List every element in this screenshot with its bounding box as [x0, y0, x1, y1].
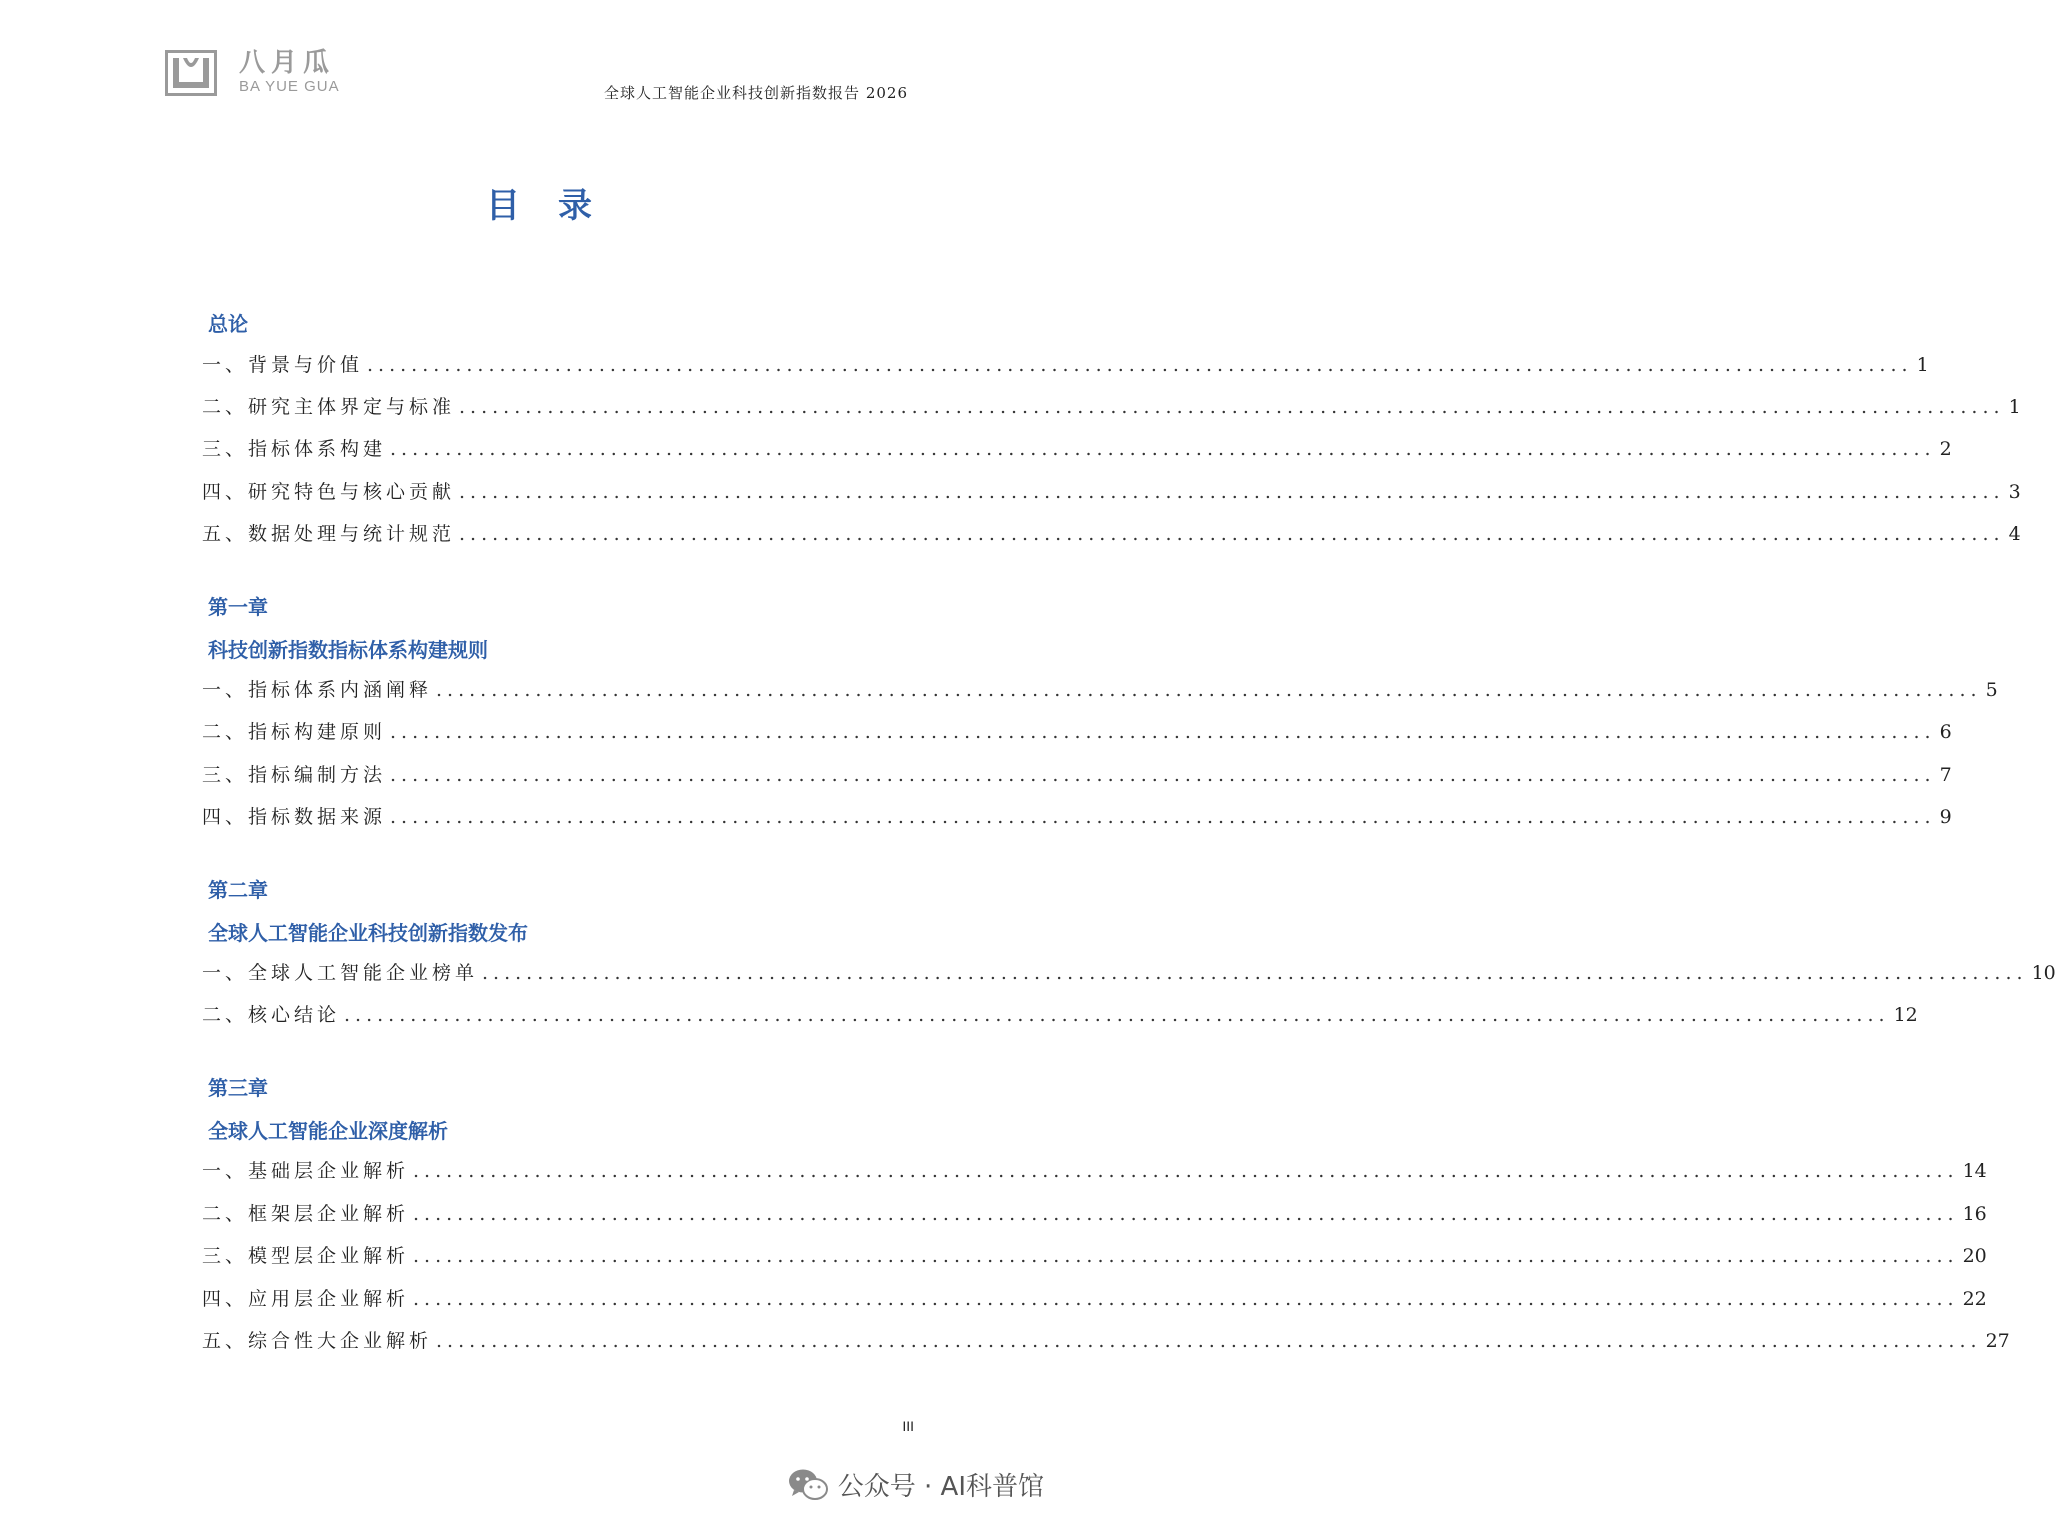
toc-entry[interactable]: [202, 1241, 1987, 1271]
chapter-heading[interactable]: 第三章: [208, 1076, 268, 1100]
toc-entry-label: 一、指标体系内涵阐释: [202, 679, 433, 701]
dot-leader: ............................................................................................................................................: [459, 523, 2005, 545]
page-number: III: [902, 1418, 914, 1434]
toc-entry-label: 二、研究主体界定与标准: [202, 396, 456, 418]
toc-entry[interactable]: [202, 717, 1952, 747]
wechat-icon: [788, 1468, 828, 1502]
toc-entry[interactable]: [202, 1199, 1987, 1229]
toc-entry[interactable]: [202, 434, 1952, 464]
toc-entry[interactable]: [202, 392, 2021, 422]
toc-entry[interactable]: [202, 802, 1952, 832]
section-heading[interactable]: 总论: [208, 312, 248, 336]
dot-leader: ............................................................................................................................................: [459, 481, 2005, 503]
toc-entry-page: 4: [2008, 523, 2021, 545]
chapter-title[interactable]: 全球人工智能企业深度解析: [208, 1119, 448, 1143]
toc-entry-page: 14: [1962, 1160, 1987, 1182]
dot-leader: ............................................................................................................................................: [390, 721, 1936, 743]
toc-entry-label: 四、指标数据来源: [202, 806, 387, 828]
running-header-title: 全球人工智能企业科技创新指数报告 2026: [604, 84, 908, 102]
toc-entry[interactable]: [202, 519, 2021, 549]
toc-entry-page: 1: [2008, 396, 2021, 418]
toc-entry[interactable]: [202, 760, 1952, 790]
toc-entry-label: 二、框架层企业解析: [202, 1203, 410, 1225]
chapter-title[interactable]: 科技创新指数指标体系构建规则: [208, 638, 488, 662]
toc-entry-page: 1: [1916, 354, 1929, 376]
toc-entry[interactable]: [202, 958, 2056, 988]
toc-entry[interactable]: [202, 1326, 2010, 1356]
toc-entry-page: 22: [1962, 1288, 1987, 1310]
toc-entry-label: 五、数据处理与统计规范: [202, 523, 456, 545]
dot-leader: ............................................................................................................................................: [436, 679, 1982, 701]
toc-entry-label: 三、模型层企业解析: [202, 1245, 410, 1267]
logo-chinese-name: 八月瓜: [239, 48, 336, 78]
dot-leader: ............................................................................................................................................: [390, 438, 1936, 460]
chapter-title[interactable]: 全球人工智能企业科技创新指数发布: [208, 921, 528, 945]
toc-entry[interactable]: [202, 350, 1929, 380]
toc-entry-label: 二、指标构建原则: [202, 721, 387, 743]
dot-leader: ............................................................................................................................................: [344, 1004, 1890, 1026]
toc-entry-page: 5: [1985, 679, 1998, 701]
dot-leader: ............................................................................................................................................: [390, 764, 1936, 786]
toc-entry[interactable]: [202, 1000, 1918, 1030]
dot-leader: ............................................................................................................................................: [367, 354, 1913, 376]
dot-leader: ............................................................................................................................................: [436, 1330, 1982, 1352]
toc-entry[interactable]: [202, 1284, 1987, 1314]
toc-entry[interactable]: [202, 675, 1998, 705]
toc-entry-page: 16: [1962, 1203, 1987, 1225]
toc-entry-page: 7: [1939, 764, 1952, 786]
toc-entry-label: 四、研究特色与核心贡献: [202, 481, 456, 503]
dot-leader: ............................................................................................................................................: [390, 806, 1936, 828]
toc-entry-page: 12: [1893, 1004, 1918, 1026]
chapter-heading[interactable]: 第一章: [208, 595, 268, 619]
toc-entry-page: 2: [1939, 438, 1952, 460]
toc-entry-label: 四、应用层企业解析: [202, 1288, 410, 1310]
logo-english-name: BA YUE GUA: [239, 78, 340, 95]
toc-entry-label: 五、综合性大企业解析: [202, 1330, 433, 1352]
dot-leader: ............................................................................................................................................: [413, 1288, 1959, 1310]
toc-entry-page: 10: [2031, 962, 2056, 984]
dot-leader: ............................................................................................................................................: [413, 1245, 1959, 1267]
toc-title: 目 录: [486, 186, 594, 226]
watermark: [788, 1466, 1044, 1503]
toc-entry[interactable]: [202, 477, 2021, 507]
bayuegua-logo-icon: [165, 50, 217, 96]
dot-leader: ............................................................................................................................................: [413, 1160, 1959, 1182]
watermark-text: 公众号 · AI科普馆: [837, 1472, 1044, 1502]
chapter-heading[interactable]: 第二章: [208, 878, 268, 902]
toc-entry-page: 6: [1939, 721, 1952, 743]
toc-entry-page: 20: [1962, 1245, 1987, 1267]
toc-entry-label: 一、背景与价值: [202, 354, 364, 376]
toc-entry-label: 二、核心结论: [202, 1004, 341, 1026]
toc-entry-label: 一、基础层企业解析: [202, 1160, 410, 1182]
toc-entry-page: 3: [2008, 481, 2021, 503]
toc-entry-label: 三、指标体系构建: [202, 438, 387, 460]
dot-leader: ............................................................................................................................................: [459, 396, 2005, 418]
toc-entry-label: 三、指标编制方法: [202, 764, 387, 786]
brand-logo: [165, 50, 340, 96]
toc-entry[interactable]: [202, 1156, 1987, 1186]
dot-leader: ............................................................................................................................................: [413, 1203, 1959, 1225]
dot-leader: ............................................................................................................................................: [482, 962, 2028, 984]
toc-entry-page: 27: [1985, 1330, 2010, 1352]
toc-entry-page: 9: [1939, 806, 1952, 828]
toc-entry-label: 一、全球人工智能企业榜单: [202, 962, 479, 984]
